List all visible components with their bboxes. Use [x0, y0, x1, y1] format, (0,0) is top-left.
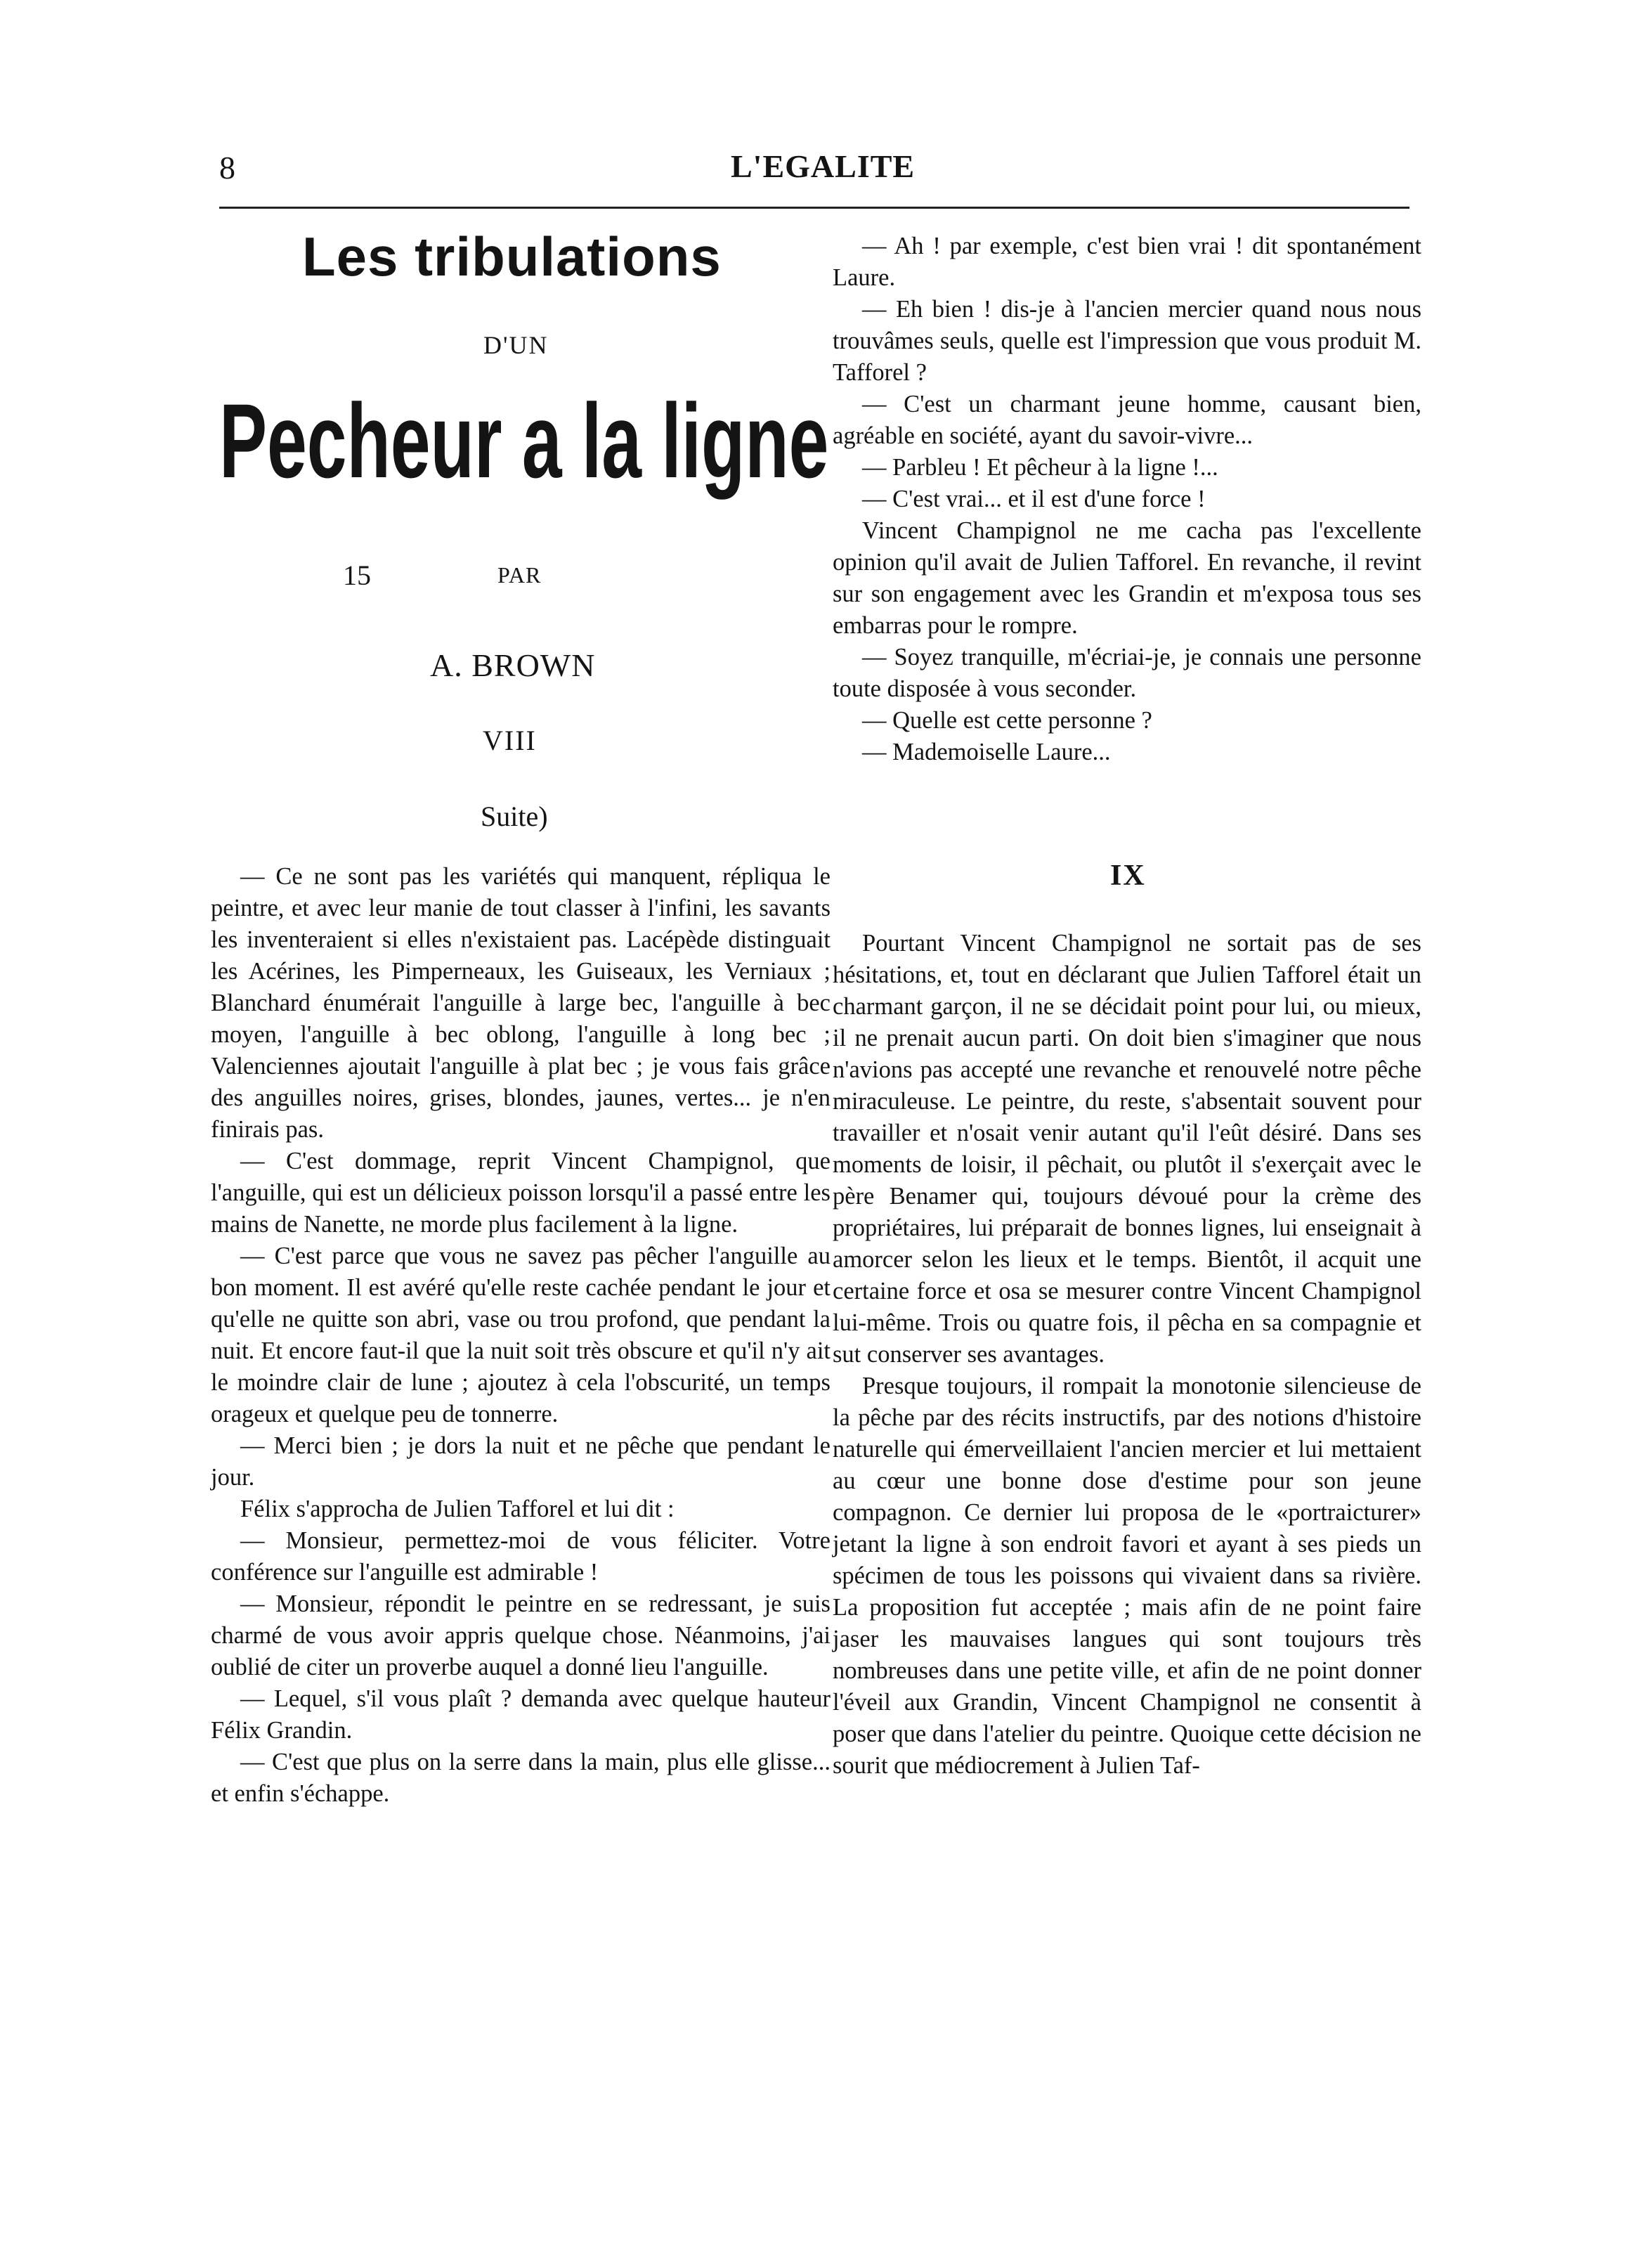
- paragraph: — Monsieur, permettez-moi de vous féliciter. Votre conférence sur l'anguille est admirable !: [211, 1527, 831, 1586]
- title-main: Pecheur a la ligne: [219, 382, 829, 500]
- paragraph: Pourtant Vincent Champignol ne sortait pas de ses hésitations, et, tout en déclarant que Julien Tafforel était un charmant garçon, il ne se décidait point pour lui, ou mieux, il ne prenait aucun parti. On doit bien s'imaginer que nous n'avions pas accepté une revanche et renouvelé notre pêche miraculeuse. Le peintre, du reste, s'absentait souvent pour travailler et n'osait venir autant qu'il l'eût désiré. Dans ses moments de loisir, il pêchait, ou plutôt il s'exerçait avec le père Benamer qui, toujours dévoué pour la crème des propriétaires, lui préparait de bonnes lignes, lui enseignait à amorcer selon les lieux et le temps. Bientôt, il acquit une certaine force et osa se mesurer contre Vincent Champignol lui-même. Trois ou quatre fois, il pêcha en sa compagnie et sut conserver ses avantages.: [833, 930, 1421, 1368]
- par-label: PAR: [497, 562, 542, 588]
- paragraph: — Parbleu ! Et pêcheur à la ligne !...: [862, 454, 1218, 481]
- paragraph: — C'est dommage, reprit Vincent Champignol, que l'anguille, qui est un délicieux poisson lorsqu'il a passé entre les mains de Nanette, ne morde plus facilement à la ligne.: [211, 1148, 831, 1238]
- paragraph: — C'est parce que vous ne savez pas pêcher l'anguille au bon moment. Il est avéré qu'elle reste cachée pendant le jour et qu'elle ne quitte son abri, vase ou trou profond, que pendant la nuit. Et encore faut-il que la nuit soit très obscure et qu'il n'y ait le moindre clair de lune ; ajoutez à cela l'obscurité, un temps orageux et quelque peu de tonnerre.: [211, 1243, 831, 1427]
- title-line-1: Les tribulations: [302, 226, 722, 287]
- author-name: A. BROWN: [430, 647, 596, 683]
- running-head: L'EGALITE: [731, 148, 916, 184]
- paragraph: Félix s'approcha de Julien Tafforel et lui dit :: [240, 1496, 675, 1522]
- paragraph: — C'est un charmant jeune homme, causant bien, agréable en société, ayant du savoir-vivre...: [833, 391, 1421, 449]
- chapter-heading-viii: VIII: [483, 725, 537, 756]
- left-column: [211, 861, 831, 1810]
- paragraph: Vincent Champignol ne me cacha pas l'excellente opinion qu'il avait de Julien Tafforel. En revanche, il revint sur son engagement avec les Grandin et m'exposa tous ses embarras pour le rompre.: [833, 517, 1421, 639]
- paragraph: — C'est que plus on la serre dans la main, plus elle glisse... et enfin s'échappe.: [211, 1749, 831, 1807]
- chapter-heading-ix: IX: [1110, 860, 1146, 892]
- header-rule: [219, 207, 1409, 209]
- paragraph: — Monsieur, répondit le peintre en se redressant, je suis charmé de vous avoir appris quelque chose. Néanmoins, j'ai oublié de citer un proverbe auquel a donné lieu l'anguille.: [211, 1590, 831, 1680]
- suite-label: Suite): [481, 801, 548, 832]
- paragraph: — Mademoiselle Laure...: [862, 739, 1111, 765]
- paragraph: — Merci bien ; je dors la nuit et ne pêche que pendant le jour.: [211, 1432, 831, 1491]
- paragraph: — Eh bien ! dis-je à l'ancien mercier quand nous nous trouvâmes seuls, quelle est l'impression que vous produit M. Tafforel ?: [833, 296, 1421, 386]
- paragraph: — C'est vrai... et il est d'une force !: [862, 486, 1206, 512]
- paragraph: — Quelle est cette personne ?: [862, 707, 1152, 734]
- paragraph: — Lequel, s'il vous plaît ? demanda avec quelque hauteur Félix Grandin.: [211, 1685, 831, 1744]
- episode-number: 15: [343, 559, 371, 591]
- paragraph: Presque toujours, il rompait la monotonie silencieuse de la pêche par des récits instructifs, par des notions d'histoire naturelle qui émerveillaient l'ancien mercier et lui mettaient au cœur une bonne dose d'estime pour son jeune compagnon. Ce dernier lui proposa de le «portraicturer» jetant la ligne à son endroit favori et ayant à ses pieds un spécimen de tous les poissons qui vivaient dans sa rivière. La proposition fut acceptée ; mais afin de ne point faire jaser les mauvaises langues qui sont toujours très nombreuses dans une petite ville, et afin de ne point donner l'éveil aux Grandin, Vincent Champignol ne consentit à poser que dans l'atelier du peintre. Quoique cette décision ne sourit que médiocrement à Julien Taf-: [833, 1373, 1421, 1779]
- right-column-top: [833, 231, 1421, 768]
- page-number: 8: [219, 150, 235, 186]
- title-dun: D'UN: [483, 331, 549, 359]
- right-column-bottom: [833, 928, 1421, 1782]
- paragraph: — Ce ne sont pas les variétés qui manquent, répliqua le peintre, et avec leur manie de tout classer à l'infini, les savants les inventeraient si elles n'existaient pas. Lacépède distinguait les Acérines, les Pimperneaux, les Guiseaux, les Verniaux ; Blanchard énumérait l'anguille à large bec, l'anguille à bec moyen, l'anguille à bec oblong, l'anguille à long bec ; Valenciennes ajoutait l'anguille à plat bec ; je vous fais grâce des anguilles noires, grises, blondes, jaunes, vertes... je n'en finirais pas.: [211, 863, 831, 1143]
- paragraph: — Ah ! par exemple, c'est bien vrai ! dit spontanément Laure.: [833, 233, 1421, 291]
- paragraph: — Soyez tranquille, m'écriai-je, je connais une personne toute disposée à vous seconder.: [833, 644, 1421, 702]
